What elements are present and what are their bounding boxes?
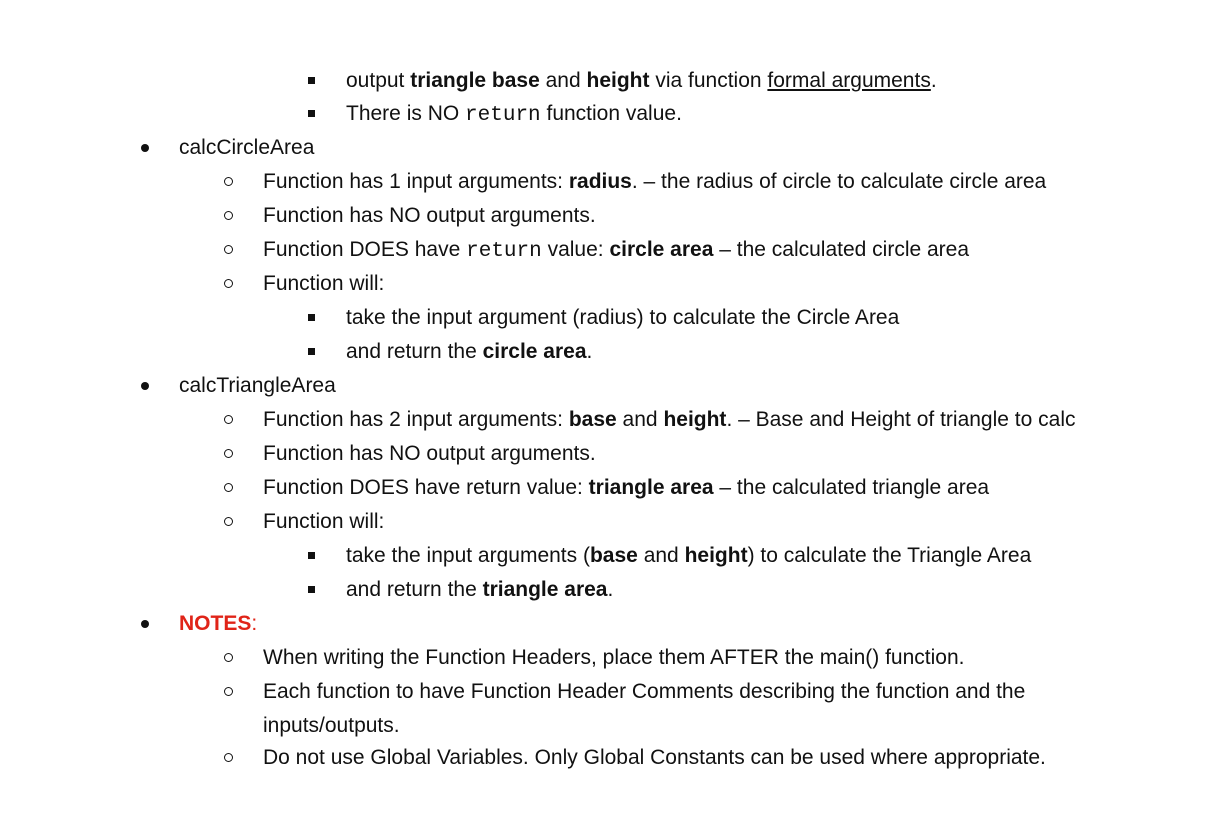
list-item-text xyxy=(179,131,314,165)
square-bullet-icon xyxy=(306,573,326,607)
square-bullet-icon xyxy=(306,301,326,335)
text-run: triangle area xyxy=(482,578,608,601)
text-run: – the calculated circle area xyxy=(713,238,970,261)
text-run: take the input argument (radius) to calculate the Circle Area xyxy=(346,306,900,329)
text-run: base xyxy=(568,408,617,431)
list-item-text xyxy=(346,573,613,607)
text-run: Do not use Global Variables. Only Global Constants can be used where appropriate. xyxy=(263,746,1046,769)
text-run: NOTES xyxy=(179,612,252,635)
text-run: There is NO xyxy=(346,102,466,125)
list-item-text xyxy=(263,437,596,471)
text-run: output xyxy=(346,69,411,92)
text-run: – the calculated triangle area xyxy=(713,476,990,499)
text-run: value: xyxy=(541,238,610,261)
text-run: . xyxy=(930,69,937,92)
text-run: : xyxy=(251,612,258,635)
text-run: . xyxy=(607,578,614,601)
list-item-text xyxy=(263,641,964,675)
text-run: Function has 1 input arguments: xyxy=(263,170,569,193)
text-run: return xyxy=(466,240,542,263)
text-run: and return the xyxy=(346,340,483,363)
disc-bullet-icon xyxy=(139,131,159,165)
text-run: Each function to have Function Header Comments describing the function and the xyxy=(263,680,1026,703)
circle-bullet-icon xyxy=(222,741,242,775)
list-item-text xyxy=(263,403,1075,437)
circle-bullet-icon xyxy=(222,165,242,199)
circle-bullet-icon xyxy=(222,199,242,233)
text-run: and xyxy=(539,69,587,92)
text-run: height xyxy=(663,408,727,431)
list-item-text xyxy=(263,741,1046,775)
list-item-text xyxy=(346,301,899,335)
text-run: Function will: xyxy=(263,510,385,533)
list-item-text xyxy=(263,233,969,269)
text-run: Function DOES have xyxy=(263,238,467,261)
text-run: triangle base xyxy=(410,69,540,92)
text-run: circle area xyxy=(609,238,714,261)
text-run: height xyxy=(586,69,650,92)
list-item-text xyxy=(263,199,596,233)
list-item-text xyxy=(346,335,592,369)
text-run: inputs/outputs. xyxy=(263,714,400,737)
text-run: . – Base and Height of triangle to calc xyxy=(726,408,1076,431)
disc-bullet-icon xyxy=(139,607,159,641)
square-bullet-icon xyxy=(306,539,326,573)
list-item-text xyxy=(346,539,1031,573)
text-run: function value. xyxy=(540,102,682,125)
circle-bullet-icon xyxy=(222,471,242,505)
circle-bullet-icon xyxy=(222,437,242,471)
list-item-text xyxy=(346,97,682,133)
circle-bullet-icon xyxy=(222,641,242,675)
text-run: return xyxy=(465,104,541,127)
disc-bullet-icon xyxy=(139,369,159,403)
list-item-text xyxy=(263,471,989,505)
circle-bullet-icon xyxy=(222,267,242,301)
circle-bullet-icon xyxy=(222,675,242,709)
text-run: circle area xyxy=(482,340,587,363)
text-run: base xyxy=(589,544,638,567)
text-run: and xyxy=(616,408,664,431)
text-run: . xyxy=(586,340,593,363)
text-run: calcCircleArea xyxy=(179,136,315,159)
list-item-text xyxy=(263,675,1025,709)
square-bullet-icon xyxy=(306,97,326,131)
text-run: ) to calculate the Triangle Area xyxy=(747,544,1032,567)
text-run: Function will: xyxy=(263,272,385,295)
text-run: radius xyxy=(568,170,632,193)
list-item-text xyxy=(179,369,336,403)
list-item-text xyxy=(346,64,937,98)
text-run: and return the xyxy=(346,578,483,601)
circle-bullet-icon xyxy=(222,505,242,539)
text-run: Function has NO output arguments. xyxy=(263,204,596,227)
text-run: Function DOES have return value: xyxy=(263,476,589,499)
text-run: take the input arguments ( xyxy=(346,544,590,567)
circle-bullet-icon xyxy=(222,233,242,267)
list-item-text xyxy=(263,505,384,539)
text-run: height xyxy=(684,544,748,567)
list-item-text xyxy=(263,709,400,743)
text-run: When writing the Function Headers, place them AFTER the main() function. xyxy=(263,646,965,669)
text-run: Function has 2 input arguments: xyxy=(263,408,569,431)
text-run: and xyxy=(637,544,685,567)
list-item-text xyxy=(179,607,257,641)
text-run: calcTriangleArea xyxy=(179,374,336,397)
text-run: via function xyxy=(649,69,768,92)
circle-bullet-icon xyxy=(222,403,242,437)
square-bullet-icon xyxy=(306,335,326,369)
text-run: Function has NO output arguments. xyxy=(263,442,596,465)
text-run: triangle area xyxy=(588,476,714,499)
square-bullet-icon xyxy=(306,64,326,98)
text-run: . – the radius of circle to calculate circle area xyxy=(631,170,1047,193)
list-item-text xyxy=(263,267,384,301)
text-run: formal arguments xyxy=(767,69,931,92)
list-item-text xyxy=(263,165,1046,199)
